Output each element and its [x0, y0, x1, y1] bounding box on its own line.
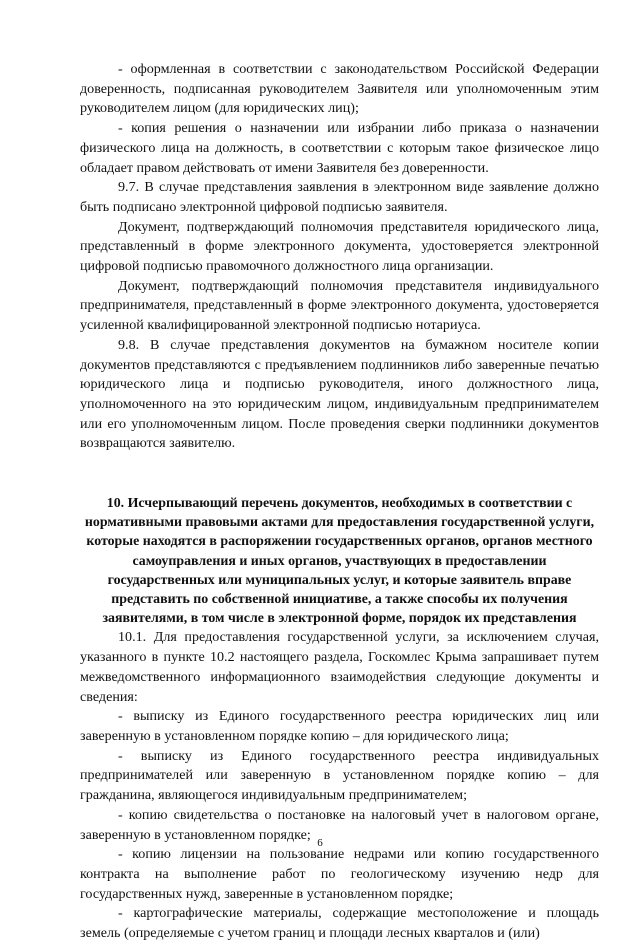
- list-item-cartographic-materials: - картографические материалы, содержащие местоположение и площадь земель (определяемые с учетом границ и площади лесных кварталов и (или): [80, 905, 599, 942]
- list-item-legal-entities-register: - выписку из Единого государственного реестра юридических лиц или заверенную в установленном порядке копию – для юридического лица;: [80, 708, 599, 744]
- list-item-entrepreneurs-register: - выписку из Единого государственного реестра индивидуальных предпринимателей или заверенную в установленном порядке копию – для гражданина, являющегося индивидуальным предпринимателем;: [80, 747, 599, 804]
- document-page: [80, 60, 599, 944]
- paragraph-power-of-attorney: - оформленная в соответствии с законодательством Российской Федерации доверенность, подписанная руководителем Заявителя или уполномоченным этим руководителем лицом (для юридических лиц);: [80, 61, 599, 117]
- paragraph-appointment-copy: - копия решения о назначении или избрании либо приказа о назначении физического лица на должность, в соответствии с которым такое физическое лицо обладает правом действовать от имени Заявителя без доверенности.: [80, 120, 599, 176]
- paragraph-legal-entity-representative: Документ, подтверждающий полномочия представителя юридического лица, представленный в форме электронного документа, удостоверяется электронной цифровой подписью правомочного должностного лица организации.: [80, 218, 599, 275]
- paragraph-9-8: 9.8. В случае представления документов на бумажном носителе копии документов представляются с предъявлением подлинников либо заверенные печатью юридического лица и подписью руководителя, иного должностного лица, уполномоченного на это юридическим лицом, индивидуальным предпринимателем или его уполномоченным лицом. После проведения сверки подлинники документов возвращаются заявителю.: [80, 336, 599, 452]
- list-item-subsoil-license: - копию лицензии на пользование недрами или копию государственного контракта на выполнение работ по геологическому изучению недр для государственных нужд, заверенные в установленном порядке;: [80, 846, 599, 902]
- list-item-tax-certificate: - копию свидетельства о постановке на налоговый учет в налоговом органе, заверенную в установленном порядке;: [80, 806, 599, 843]
- paragraph-10-1: 10.1. Для предоставления государственной услуги, за исключением случая, указанного в пункте 10.2 настоящего раздела, Госкомлес Крыма запрашивает путем межведомственного информационного взаимодействия следующие документы и сведения:: [80, 629, 599, 705]
- paragraph-entrepreneur-representative: Документ, подтверждающий полномочия представителя индивидуального предпринимателя, представленный в форме электронного документа, удостоверяется усиленной квалифицированной электронной подписью нотариуса.: [80, 277, 599, 334]
- paragraph-9-7: 9.7. В случае представления заявления в электронном виде заявление должно быть подписано электронной цифровой подписью заявителя.: [80, 179, 599, 215]
- page-number: 6: [317, 837, 323, 849]
- section-heading-10: 10. Исчерпывающий перечень документов, необходимых в соответствии с нормативными правовыми актами для предоставления государственной услуги, которые находятся в распоряжении государственных органов, органов местного самоуправления и иных органов, участвующих в предоставлении государственных или муниципальных услуг, и которые заявитель вправе представить по собственной инициативе, а также способы их получения заявителями, в том числе в электронной форме, порядок их представления: [84, 496, 595, 627]
